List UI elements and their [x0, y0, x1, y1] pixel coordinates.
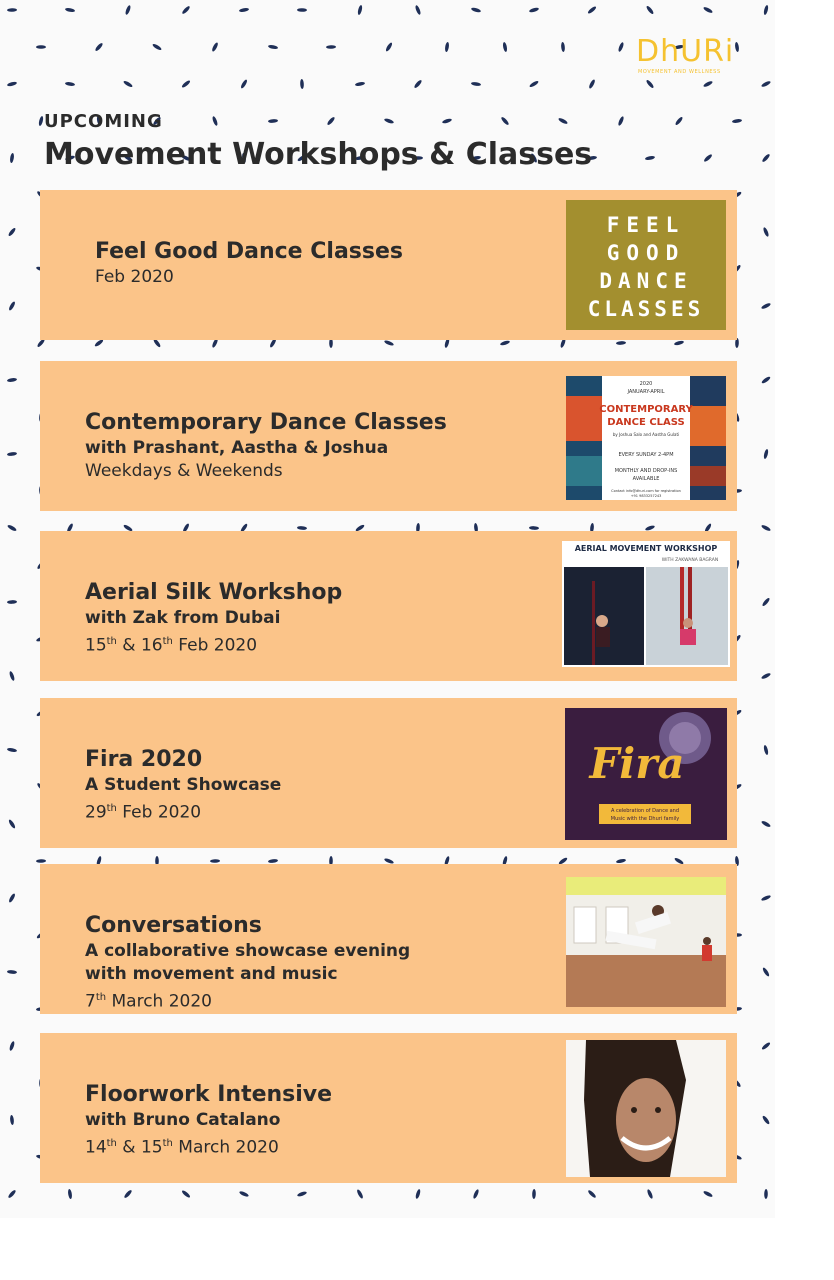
logo-wordmark: DhURi	[636, 34, 735, 69]
event-subtitle: with movement and music	[85, 964, 338, 984]
pattern-leaf	[9, 1041, 16, 1052]
pattern-leaf	[297, 526, 307, 530]
pattern-leaf	[268, 44, 279, 49]
event-text	[85, 579, 342, 658]
pattern-leaf	[7, 524, 17, 532]
pattern-leaf	[7, 970, 17, 974]
pattern-leaf	[239, 1190, 250, 1197]
pattern-leaf	[646, 1189, 653, 1200]
pattern-leaf	[529, 80, 539, 88]
flyer-period: JANUARY-APRIL	[627, 389, 665, 395]
pattern-leaf	[532, 1189, 536, 1199]
logo-tagline: MOVEMENT AND WELLNESS	[638, 69, 721, 75]
event-subtitle: A Student Showcase	[85, 775, 282, 795]
pattern-leaf	[502, 42, 507, 53]
pattern-leaf	[529, 526, 539, 530]
pattern-leaf	[7, 227, 16, 237]
pattern-leaf	[732, 118, 742, 123]
aerial-heading: AERIAL MOVEMENT WORKSHOP	[574, 544, 718, 553]
flyer-note: MONTHLY AND DROP-INS	[614, 468, 678, 474]
pattern-leaf	[471, 82, 481, 87]
pattern-leaf	[588, 79, 596, 90]
event-card-contemporary	[40, 361, 737, 511]
pattern-leaf	[7, 1189, 16, 1199]
pattern-leaf	[297, 1191, 308, 1198]
event-date	[85, 986, 410, 1014]
pattern-leaf	[761, 376, 771, 385]
pattern-leaf	[152, 43, 162, 51]
date-month: March 2020	[172, 1137, 279, 1158]
pattern-leaf	[268, 119, 278, 123]
pattern-leaf	[415, 1189, 421, 1200]
pattern-leaf	[616, 858, 627, 864]
pattern-leaf	[65, 7, 76, 12]
page-title: Movement Workshops & Classes	[44, 137, 593, 172]
studio-dance-photo	[566, 877, 726, 1007]
pattern-leaf	[7, 8, 17, 12]
pattern-leaf	[413, 79, 422, 89]
event-date	[85, 630, 342, 658]
pattern-leaf	[384, 339, 395, 346]
feel-good-tile	[566, 200, 726, 330]
pattern-leaf	[761, 302, 772, 310]
event-title: Contemporary Dance Classes	[85, 410, 447, 435]
pattern-leaf	[123, 1189, 132, 1199]
pattern-leaf	[414, 5, 421, 16]
pattern-leaf	[762, 227, 769, 238]
fira-poster	[565, 708, 727, 840]
pattern-leaf	[764, 1189, 768, 1199]
pattern-leaf	[125, 5, 132, 16]
pattern-leaf	[9, 671, 16, 682]
event-subtitle: with Bruno Catalano	[85, 1110, 281, 1130]
event-text	[85, 912, 410, 1014]
event-card-aerial-silk	[40, 531, 737, 681]
date-suffix: th	[106, 1138, 117, 1149]
pattern-leaf	[674, 340, 685, 346]
pattern-leaf	[561, 42, 565, 52]
event-image	[566, 877, 726, 1007]
contemporary-flyer	[566, 376, 726, 500]
pattern-leaf	[181, 5, 191, 15]
pattern-leaf	[326, 45, 336, 49]
pattern-leaf	[300, 79, 304, 89]
event-subtitle: A collaborative showcase evening	[85, 941, 411, 961]
pattern-leaf	[65, 81, 75, 86]
pattern-leaf	[444, 42, 449, 52]
pattern-leaf	[761, 1041, 771, 1050]
event-image	[562, 541, 730, 667]
pattern-leaf	[763, 449, 769, 460]
date-day: 29	[85, 802, 107, 823]
pattern-leaf	[212, 116, 219, 127]
event-card-fira	[40, 698, 737, 848]
event-card-floorwork	[40, 1033, 737, 1183]
pattern-leaf	[703, 1190, 714, 1198]
flyer-heading: CONTEMPORARY	[599, 404, 693, 415]
pattern-leaf	[762, 1115, 771, 1125]
event-text	[85, 1081, 332, 1160]
event-text	[85, 409, 447, 483]
tile-line: DANCE	[599, 269, 693, 293]
flyer-phone: +91 9833257243	[630, 494, 662, 498]
event-text	[85, 746, 281, 825]
pattern-leaf	[67, 1189, 72, 1199]
pattern-leaf	[761, 153, 770, 163]
pattern-leaf	[645, 79, 654, 89]
pattern-leaf	[761, 80, 772, 88]
pattern-leaf	[9, 153, 14, 163]
pattern-leaf	[181, 1189, 191, 1198]
date-suffix: th	[162, 1138, 173, 1149]
flyer-byline: by Joshua Salo and Aastha Gulati	[612, 432, 680, 437]
pattern-leaf	[8, 819, 16, 829]
portrait-photo	[566, 1040, 726, 1177]
pattern-leaf	[356, 1189, 364, 1199]
event-title: Aerial Silk Workshop	[85, 580, 343, 605]
date-separator: &	[116, 635, 141, 656]
event-date	[85, 1132, 332, 1160]
date-suffix: th	[95, 992, 107, 1003]
pattern-leaf	[8, 301, 16, 311]
event-date: Feb 2020	[95, 267, 174, 287]
pattern-leaf	[384, 118, 395, 125]
pattern-leaf	[7, 600, 17, 604]
date-suffix: th	[162, 636, 173, 647]
pattern-leaf	[617, 42, 624, 53]
fira-caption: Music with the Dhuri family	[610, 816, 680, 822]
pattern-leaf	[36, 45, 46, 49]
date-month: Feb 2020	[172, 635, 258, 656]
pattern-leaf	[703, 6, 714, 14]
pattern-leaf	[8, 893, 16, 903]
event-image	[566, 376, 726, 500]
event-subtitle: with Zak from Dubai	[85, 608, 281, 628]
tile-line: CLASSES	[587, 297, 705, 321]
brand-logo	[630, 34, 760, 78]
event-date	[85, 797, 281, 825]
pattern-leaf	[529, 7, 540, 13]
flyer-heading: DANCE CLASS	[607, 417, 685, 428]
date-suffix: th	[106, 803, 117, 814]
date-day: 15	[85, 635, 107, 656]
tile-line: GOOD	[606, 241, 686, 265]
date-month: March 2020	[106, 991, 212, 1012]
flyer-note: AVAILABLE	[632, 476, 660, 482]
pattern-leaf	[94, 42, 103, 52]
event-image	[566, 200, 726, 330]
pattern-leaf	[385, 42, 393, 52]
date-day: 14	[85, 1137, 107, 1158]
pattern-leaf	[268, 859, 278, 864]
event-title: Conversations	[85, 913, 262, 938]
date-day: 16	[140, 635, 163, 656]
event-title: Fira 2020	[85, 747, 203, 772]
tile-line: FEEL	[606, 213, 686, 237]
pattern-leaf	[7, 377, 17, 382]
pattern-leaf	[471, 7, 482, 13]
flyer-schedule: EVERY SUNDAY 2-4PM	[618, 452, 674, 458]
flyer-contact: Contact info@dhuri.com for registration	[611, 489, 681, 493]
event-image	[565, 708, 727, 840]
pattern-leaf	[617, 116, 624, 127]
pattern-leaf	[761, 672, 772, 680]
date-suffix: th	[106, 636, 117, 647]
date-day: 15	[140, 1137, 163, 1158]
event-subtitle: with Prashant, Aastha & Joshua	[85, 438, 389, 458]
pattern-leaf	[558, 117, 569, 125]
pattern-leaf	[472, 1189, 479, 1200]
pattern-leaf	[240, 79, 248, 89]
pattern-leaf	[181, 79, 191, 88]
pattern-leaf	[762, 967, 770, 977]
pattern-leaf	[10, 1115, 15, 1125]
date-separator: &	[116, 1137, 141, 1158]
fira-caption: A celebration of Dance and	[610, 808, 680, 814]
pattern-leaf	[210, 859, 220, 863]
pattern-leaf	[239, 7, 249, 12]
pattern-leaf	[500, 340, 511, 346]
pattern-leaf	[7, 452, 17, 457]
eyebrow-label: UPCOMING	[44, 111, 163, 132]
event-card-feel-good	[40, 190, 737, 340]
pattern-leaf	[326, 116, 335, 126]
event-title: Floorwork Intensive	[85, 1082, 333, 1107]
pattern-leaf	[7, 747, 17, 752]
pattern-leaf	[7, 81, 18, 87]
pattern-leaf	[355, 81, 365, 86]
event-image	[566, 1040, 726, 1177]
pattern-leaf	[616, 341, 626, 345]
pattern-leaf	[763, 745, 769, 756]
pattern-leaf	[645, 5, 654, 15]
event-text	[95, 238, 403, 289]
pattern-leaf	[703, 80, 714, 88]
pattern-leaf	[761, 894, 772, 901]
event-card-conversations	[40, 864, 737, 1014]
event-schedule: Weekdays & Weekends	[85, 461, 283, 481]
pattern-leaf	[763, 5, 769, 16]
pattern-leaf	[703, 153, 713, 162]
aerial-workshop-photo	[562, 541, 730, 667]
pattern-leaf	[357, 5, 363, 16]
flyer-year: 2020	[639, 381, 653, 387]
pattern-leaf	[297, 8, 307, 12]
pattern-leaf	[645, 155, 656, 160]
pattern-leaf	[211, 42, 219, 53]
pattern-leaf	[36, 859, 46, 863]
aerial-sub: WITH ZAKWANA BAGRAN	[661, 558, 719, 563]
date-day: 7	[85, 991, 96, 1012]
fira-word: Fira	[589, 739, 685, 788]
pattern-leaf	[500, 116, 509, 126]
pattern-leaf	[587, 1189, 597, 1199]
pattern-leaf	[761, 820, 771, 828]
event-title: Feel Good Dance Classes	[95, 239, 403, 264]
pattern-leaf	[123, 80, 133, 88]
pattern-leaf	[761, 597, 770, 607]
pattern-leaf	[587, 5, 597, 14]
date-month: Feb 2020	[116, 802, 202, 823]
pattern-leaf	[761, 524, 772, 532]
pattern-leaf	[442, 118, 453, 125]
pattern-leaf	[674, 116, 683, 126]
